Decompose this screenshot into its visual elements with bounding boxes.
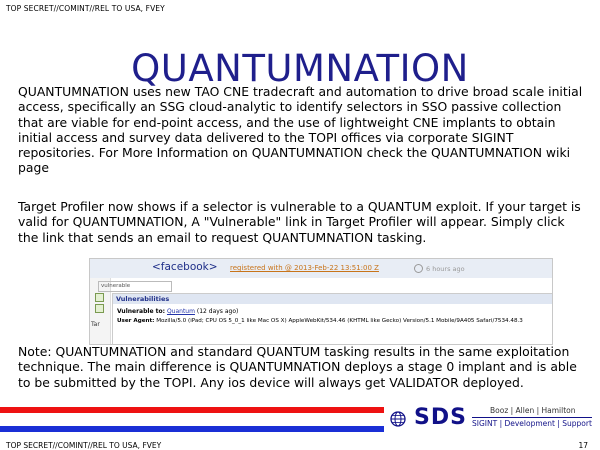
- vulnerable-to-suffix: (12 days ago): [196, 308, 239, 315]
- time-ago: 6 hours ago: [426, 265, 465, 273]
- vulnerable-link[interactable]: Quantum: [166, 308, 195, 315]
- page-title: QUANTUMNATION: [131, 47, 469, 90]
- vulnerabilities-panel: [112, 293, 553, 345]
- classification-banner-bottom: TOP SECRET//COMINT//REL TO USA, FVEY: [6, 441, 162, 450]
- vulnerable-to-line: [117, 308, 238, 315]
- classification-banner-top: TOP SECRET//COMINT//REL TO USA, FVEY: [6, 4, 165, 13]
- side-label: Tar: [91, 321, 100, 328]
- vulnerabilities-heading: Vulnerabilities: [113, 294, 553, 304]
- user-agent-line: [117, 317, 549, 325]
- user-agent-label: User Agent:: [117, 318, 155, 324]
- org-name-bottom: SIGINT | Development | Support: [472, 419, 592, 428]
- org-name-top: Booz | Allen | Hamilton: [490, 406, 576, 415]
- selector-label: <facebook>: [152, 261, 218, 273]
- checkbox-icon[interactable]: [95, 304, 104, 313]
- globe-icon: [390, 411, 406, 427]
- paragraph-note: Note: QUANTUMNATION and standard QUANTUM tasking results in the same exploitation technique. The main difference is QUANTUMNATION deploys a stage 0 implant and is able to be submitted by the TOPI. Any ios device will always get VALIDATOR deployed.: [18, 344, 577, 390]
- checkbox-icon[interactable]: [95, 293, 104, 302]
- paragraph-target-profiler: Target Profiler now shows if a selector is vulnerable to a QUANTUM exploit. If your target is valid for QUANTUMNATION, A "Vulnerable" link in Target Profiler will appear. Simply click the link that sends an email to request QUANTUMNATION tasking.: [18, 199, 581, 245]
- page-number: 17: [578, 441, 588, 450]
- vulnerable-field[interactable]: vulnerable: [98, 281, 172, 292]
- registered-link[interactable]: registered with @ 2013-Feb-22 13:51:00 Z: [230, 264, 379, 272]
- target-profiler-screenshot: [89, 258, 553, 345]
- vulnerable-to-label: Vulnerable to:: [117, 308, 166, 315]
- paragraph-intro: QUANTUMNATION uses new TAO CNE tradecraft and automation to drive broad scale initial access, specifically an SSG cloud-analytic to identify selectors in SSO passive collection that are viable for end-point access, and the use of lightweight CNE implants to obtain initial access and survey data delivered to the TOPI offices via corporate SIGINT repositories. For More Information on QUANTUMNATION check the QUANTUMNATION wiki page: [18, 84, 583, 176]
- user-agent-value: Mozilla/5.0 (iPad; CPU OS 5_0_1 like Mac OS X) AppleWebKit/534.46 (KHTML like Gecko) Version/5.1 Mobile/9A405 Safari/7534.48.3: [156, 318, 523, 324]
- sds-logo-text: SDS: [414, 405, 467, 430]
- clock-icon: [414, 264, 423, 273]
